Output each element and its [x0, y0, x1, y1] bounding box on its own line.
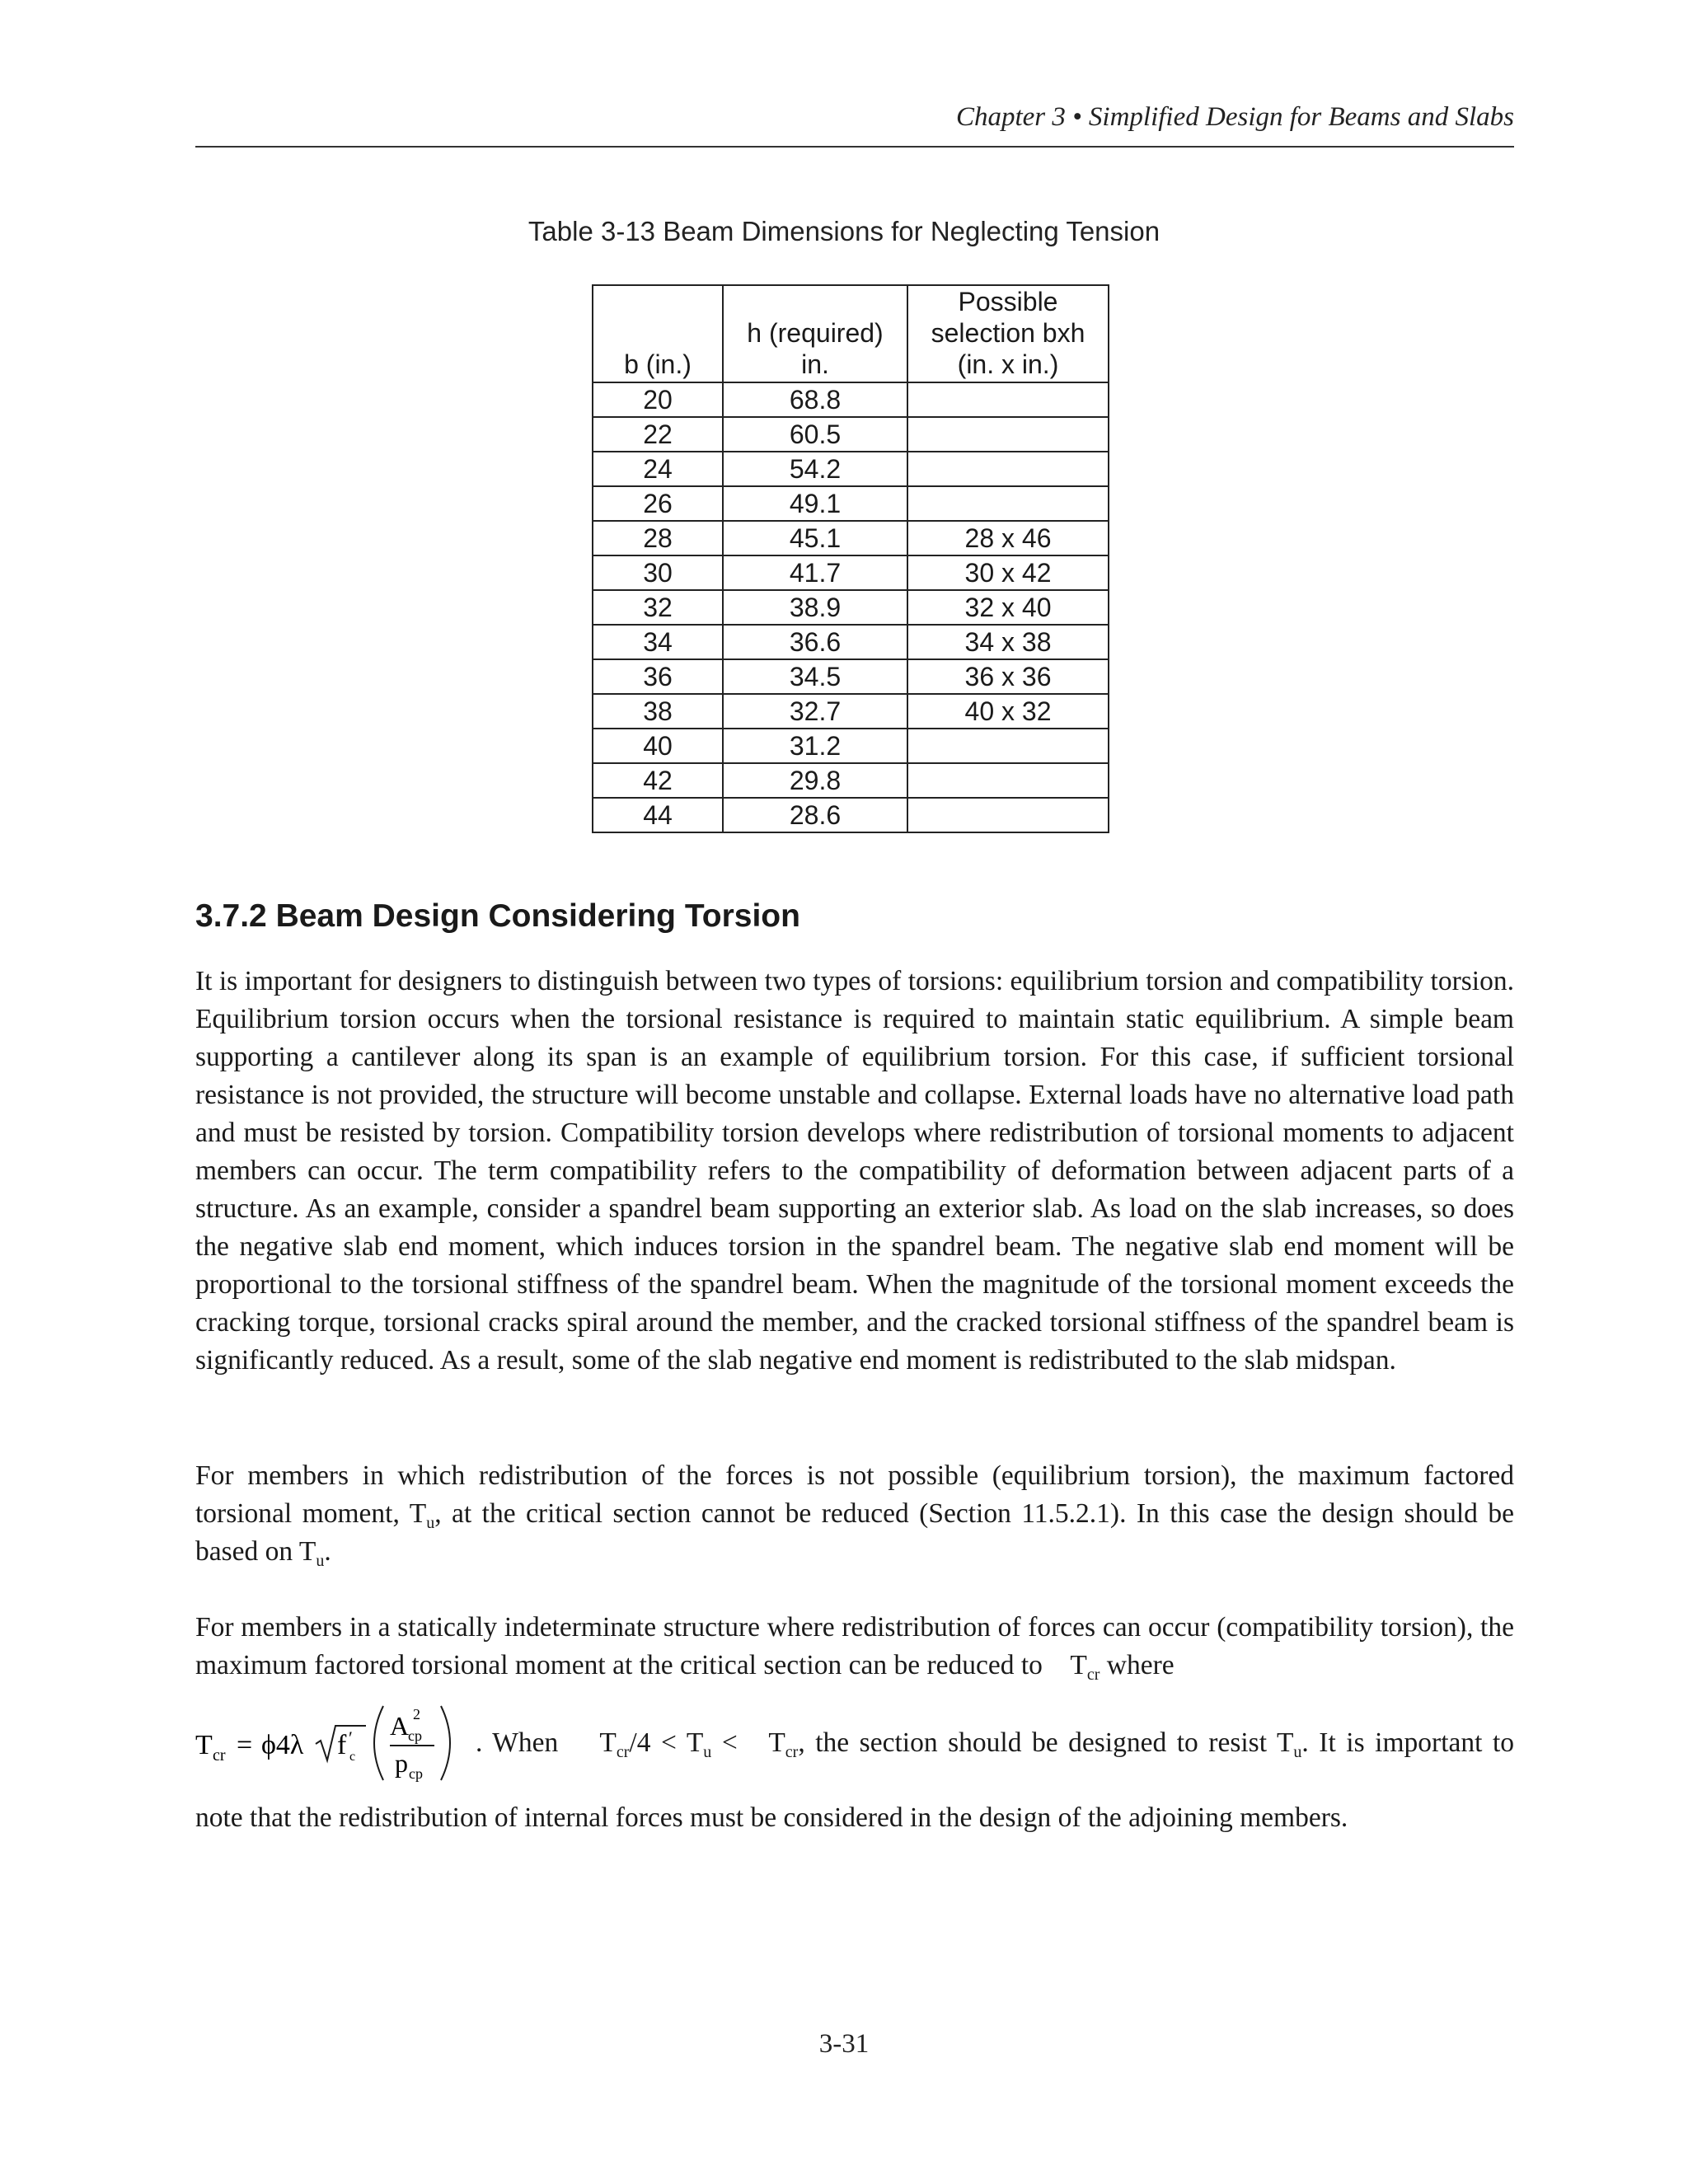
table-row — [593, 417, 1109, 452]
cell-b: 26 — [593, 486, 723, 521]
table-row — [593, 729, 1109, 763]
table-row — [593, 625, 1109, 659]
cell-b: 36 — [593, 659, 723, 694]
cell-h: 36.6 — [723, 625, 907, 659]
svg-text:ϕ4λ: ϕ4λ — [261, 1730, 304, 1760]
cell-selection: 30 x 42 — [907, 555, 1109, 590]
header-possible-selection: Possible selection bxh (in. x in.) — [907, 285, 1109, 382]
cracking-torque-equation — [195, 1690, 467, 1797]
cell-selection: 32 x 40 — [907, 590, 1109, 625]
cell-b: 32 — [593, 590, 723, 625]
table-row — [593, 452, 1109, 486]
svg-text:cr: cr — [213, 1746, 226, 1765]
running-head: Chapter 3 • Simplified Design for Beams and Slabs — [955, 102, 1514, 132]
cell-b: 38 — [593, 694, 723, 729]
table-row — [593, 382, 1109, 417]
header-rule — [195, 146, 1514, 148]
table-row — [593, 798, 1109, 832]
cell-selection — [907, 486, 1109, 521]
table-row — [593, 694, 1109, 729]
svg-text:f: f — [337, 1730, 347, 1760]
svg-text:cp: cp — [409, 1765, 423, 1782]
paragraph-compatibility-torsion: For members in a statically indeterminate structure where redistribution of forces can occur (compatibility torsion), the maximum factored torsional moment at the critical section can be reduced to $T_{cr}$ where — [195, 1612, 1514, 1684]
paragraph-redistribution-note: note that the redistribution of internal forces must be considered in the design of the adjoining members. — [195, 1802, 1348, 1833]
svg-text:A: A — [390, 1711, 410, 1741]
cell-selection — [907, 729, 1109, 763]
svg-text:′: ′ — [349, 1727, 353, 1748]
table-row — [593, 521, 1109, 555]
header-b: b (in.) — [593, 285, 723, 382]
cell-b: 42 — [593, 763, 723, 798]
cell-b: 20 — [593, 382, 723, 417]
cell-b: 22 — [593, 417, 723, 452]
table-caption: Table 3-13 Beam Dimensions for Neglecting Tension — [528, 216, 1160, 246]
cell-h: 32.7 — [723, 694, 907, 729]
page-number: 3-31 — [818, 2029, 870, 2059]
cell-selection: 34 x 38 — [907, 625, 1109, 659]
cell-h: 38.9 — [723, 590, 907, 625]
cell-selection: 40 x 32 — [907, 694, 1109, 729]
header-h-required: h (required) in. — [723, 285, 907, 382]
cell-b: 40 — [593, 729, 723, 763]
cell-b: 44 — [593, 798, 723, 832]
cell-h: 45.1 — [723, 521, 907, 555]
cell-selection — [907, 417, 1109, 452]
svg-text:=: = — [237, 1730, 253, 1760]
paragraph-torsion-types: It is important for designers to distinguish between two types of torsions: equilibrium torsion and compatibility torsion. Equilibrium torsion occurs when the torsional resistance is required to maintain static equilibrium. A simple beam supporting a cantilever along its span is an example of equilibrium torsion. For this case, if sufficient torsional resistance is not provided, the structure will become unstable and collapse. External loads have no alternative load path and must be resisted by torsion. Compatibility torsion develops where redistribution of torsional moments to adjacent members can occur. The term compatibility refers to the compatibility of deformation between adjacent parts of a structure. As an example, consider a spandrel beam supporting an exterior slab. As load on the slab increases, so does the negative slab end moment, which induces torsion in the spandrel beam. The negative slab end moment will be proportional to the torsional stiffness of the spandrel beam. When the magnitude of the torsional moment exceeds the cracking torque, torsional cracks spiral around the member, and the cracked torsional stiffness of the spandrel beam is significantly reduced. As a result, some of the slab negative end moment is redistributed to the slab midspan. — [195, 966, 1514, 1376]
cell-selection — [907, 798, 1109, 832]
table-row — [593, 659, 1109, 694]
svg-text:cp: cp — [408, 1727, 422, 1744]
cell-h: 34.5 — [723, 659, 907, 694]
torsion-equation-line — [195, 1690, 1514, 1797]
cell-selection — [907, 452, 1109, 486]
cell-selection: 28 x 46 — [907, 521, 1109, 555]
table-header-row — [593, 285, 1109, 382]
cell-selection — [907, 763, 1109, 798]
cell-h: 68.8 — [723, 382, 907, 417]
svg-text:T: T — [195, 1730, 213, 1760]
cell-b: 28 — [593, 521, 723, 555]
cell-h: 49.1 — [723, 486, 907, 521]
section-heading: 3.7.2 Beam Design Considering Torsion — [195, 898, 800, 934]
paragraph-equilibrium-torsion: For members in which redistribution of the forces is not possible (equilibrium torsion), the maximum factored torsional moment, $T_u$, at the critical section cannot be reduced (Section 11.5.2.1). In this case the design should be based on $T_u$. — [195, 1460, 1514, 1570]
cell-selection: 36 x 36 — [907, 659, 1109, 694]
cell-h: 31.2 — [723, 729, 907, 763]
cell-selection — [907, 382, 1109, 417]
table-row — [593, 763, 1109, 798]
cell-h: 29.8 — [723, 763, 907, 798]
cell-h: 41.7 — [723, 555, 907, 590]
svg-text:p: p — [395, 1748, 408, 1778]
cell-b: 30 — [593, 555, 723, 590]
table-row — [593, 590, 1109, 625]
cell-h: 28.6 — [723, 798, 907, 832]
cell-b: 24 — [593, 452, 723, 486]
svg-text:2: 2 — [413, 1706, 420, 1722]
cell-h: 54.2 — [723, 452, 907, 486]
beam-dimensions-table — [592, 284, 1109, 833]
table-row — [593, 486, 1109, 521]
svg-text:c: c — [349, 1750, 356, 1764]
equation-condition-text: . When $T_{cr}/4 < T_u$ < $T_{cr}$, the section should be designed to resist $T_u$. It is important to — [476, 1727, 1515, 1761]
cell-b: 34 — [593, 625, 723, 659]
cell-h: 60.5 — [723, 417, 907, 452]
table-row — [593, 555, 1109, 590]
